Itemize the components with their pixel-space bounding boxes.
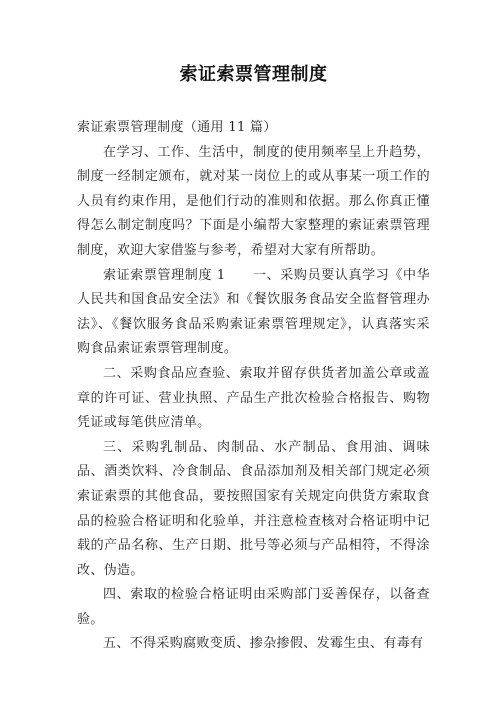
paragraph-intro: 在学习、工作、生活中，制度的使用频率呈上升趋势，制度一经制定颁布，就对某一岗位上的或从事某一项工作的人员有约束作用，是他们行动的准则和依据。那么你真正懂得怎么制定制度吗？下面是小编帮大家整理的索证索票管理制度，欢迎大家借鉴与参考，希望对大家有所帮助。 [77,144,430,258]
paragraph-item-3: 三、采购乳制品、肉制品、水产制品、食用油、调味品、酒类饮料、冷食制品、食品添加剂及相关部门规定必须索证索票的其他食品，要按照国家有关规定向供货方索取食品的检验合格证明和化验单，并注意检查核对合格证明中记载的产品名称、生产日期、批号等必须与产品相符，不得涂改、伪造。 [77,439,430,578]
document-body [77,116,430,657]
paragraph-item-5: 五、不得采购腐败变质、掺杂掺假、发霉生虫、有毒有 [103,636,424,652]
paragraph-item-2: 二、采购食品应查验、索取并留存供货者加盖公章或盖章的许可证、营业执照、产品生产批次检验合格报告、购物凭证或每笔供应清单。 [77,365,430,431]
document-subtitle: 索证索票管理制度（通用 11 篇） [77,120,277,135]
document-title: 索证索票管理制度 [179,64,328,85]
paragraph-item-4: 四、索取的检验合格证明由采购部门妥善保存，以备查验。 [77,587,430,627]
paragraph-item-1: 索证索票管理制度 1 一、采购员要认真学习《中华人民共和国食品安全法》和《餐饮服务食品安全监督管理办法》、《餐饮服务食品采购索证索票管理规定》，认真落实采购食品索证索票管理制度。 [77,267,430,357]
